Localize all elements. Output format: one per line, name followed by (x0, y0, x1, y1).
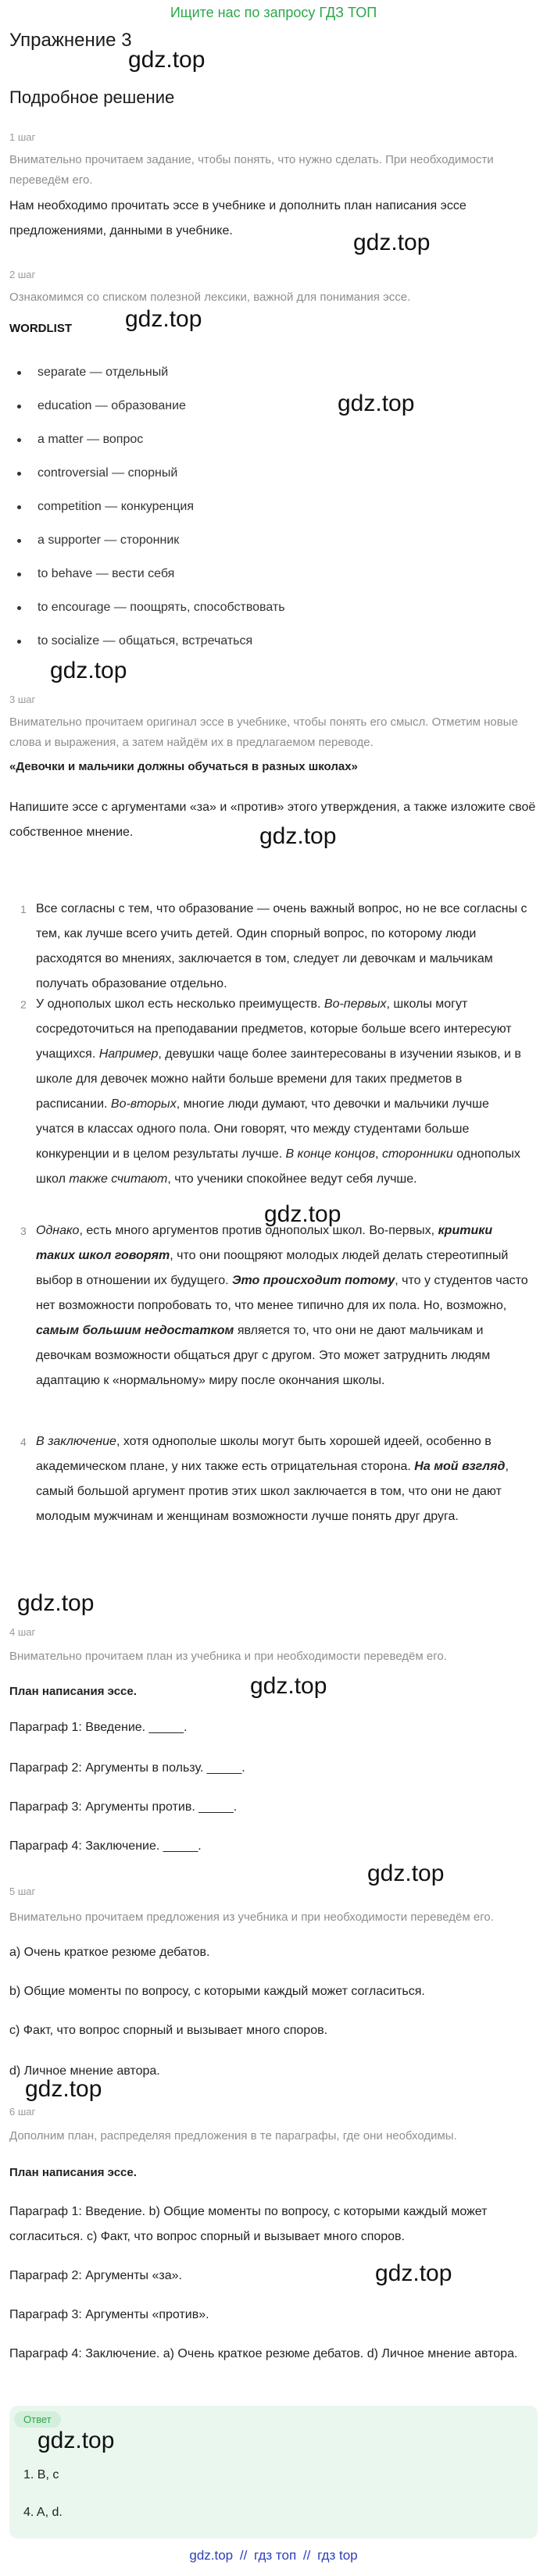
list-item: to behave — вести себя (9, 567, 525, 601)
essay-text-run: Во-первых (324, 997, 387, 1011)
essay-text-run: Во-вторых (110, 1097, 177, 1111)
footer-separator: // (239, 2548, 248, 2563)
step1-instruction: Внимательно прочитаем задание, чтобы понять, что нужно сделать. При необходимости переведём его. (9, 153, 494, 187)
list-item: a matter — вопрос (9, 433, 525, 466)
footer-link[interactable]: гдз топ (254, 2548, 297, 2563)
essay-title: «Девочки и мальчики должны обучаться в разных школах» (9, 760, 358, 773)
step-label-3: 3 шаг (9, 694, 36, 705)
page-title: Упражнение 3 (9, 30, 132, 51)
bullet-icon (17, 606, 21, 610)
footer-link[interactable]: gdz.top (189, 2548, 234, 2563)
essay-text-run: , многие люди думают, что девочки и мальчики лучше учатся в классах одного пола. Они говорят, что между студентами больше конкуренции и в целом результаты лучше. (36, 1097, 489, 1161)
watermark: gdz.top (338, 391, 415, 416)
bullet-icon (17, 371, 21, 375)
list-item: to socialize — общаться, встречаться (9, 634, 525, 668)
bullet-icon (17, 573, 21, 576)
step-label-4: 4 шаг (9, 1626, 36, 1638)
essay-paragraph: 2 У однополых школ есть несколько преимуществ. Во-первых, школы могут сосредоточиться на преподавании предметов, которые больше всего интересуют учащихся. Например, девушки чаще более заинтересованы в изучении языков, и в школе для девочек можно найти больше времени для таких предметов в расписании. Во-вторых, многие люди думают, что девочки и мальчики лучше учатся в классах одного пола. Они говорят, что между студентами больше конкуренции и в целом результаты лучше. В конце концов, сторонники однополых школ также считают, что ученики спокойнее ведут себя лучше. (20, 997, 521, 1186)
essay-text-run: , есть много аргументов против однополых школ. Во-первых, (79, 1224, 438, 1237)
footer-separator: // (302, 2548, 311, 2563)
essay-text-run: сторонники (381, 1147, 453, 1161)
plan-title: План написания эссе. (9, 1685, 137, 1698)
answer-box (9, 2406, 538, 2539)
essay-text-run: У однополых школ есть несколько преимуществ. (36, 997, 324, 1011)
step-label-2: 2 шаг (9, 269, 36, 280)
list-item: separate — отдельный (9, 366, 525, 399)
step5-instruction: Внимательно прочитаем предложения из учебника и при необходимости переведём его. (9, 1911, 494, 1924)
plan-title: План написания эссе. (9, 2166, 137, 2179)
sentence-option: b) Общие моменты по вопросу, с которыми каждый может согласиться. (9, 1985, 425, 1998)
bullet-icon (17, 405, 21, 409)
watermark: gdz.top (353, 230, 431, 255)
essay-paragraph: 4 В заключение, хотя однополые школы могут быть хорошей идеей, особенно в академическом плане, у них также есть отрицательная сторона. На мой взгляд, самый большой аргумент против этих школ заключается в том, что они не дают молодым мужчинам и женщинам возможности лучше понять друг друга. (20, 1435, 509, 1523)
essay-paragraph: 1 Все согласны с тем, что образование — очень важный вопрос, но не все согласны с тем, как лучше всего учить детей. Один спорный вопрос, по которому люди расходятся во мнениях, заключается в том, следует ли девочкам и мальчикам получать образование отдельно. (20, 902, 527, 990)
step4-instruction: Внимательно прочитаем план из учебника и при необходимости переведём его. (9, 1650, 447, 1663)
list-item: a supporter — сторонник (9, 533, 525, 567)
essay-text-run: , девушки чаще более заинтересованы в изучении языков, и в школе для девочек можно найти больше времени для таких предметов в расписании. (36, 1047, 521, 1111)
step3-instruction: Внимательно прочитаем оригинал эссе в учебнике, чтобы понять его смысл. Отметим новые слова и выражения, а затем найдём их в предлагаемом переводе. (9, 715, 518, 749)
essay-text-run: самым большим недостатком (36, 1324, 234, 1337)
watermark: gdz.top (367, 1861, 445, 1886)
watermark: gdz.top (259, 823, 337, 849)
answer-badge: Ответ (14, 2411, 61, 2428)
watermark: gdz.top (128, 47, 206, 73)
essay-intro: Напишите эссе с аргументами «за» и «против» этого утверждения, а также изложите своё собственное мнение. (9, 801, 536, 839)
essay-text-run: Например (98, 1047, 159, 1061)
list-item: controversial — спорный (9, 466, 525, 500)
essay-text-run: , что они поощряют молодых людей делать стереотипный выбор в отношении их будущего. (36, 1249, 509, 1287)
watermark: gdz.top (375, 2260, 452, 2286)
sentence-option: a) Очень краткое резюме дебатов. (9, 1946, 210, 1959)
plan-paragraph-1: Параграф 1: Введение. b) Общие моменты по вопросу, с которыми каждый может согласиться. c) Факт, что вопрос спорный и вызывает много споров. (9, 2205, 488, 2243)
essay-paragraph: 3 Однако, есть много аргументов против однополых школ. Во-первых, критики таких школ говорят, что они поощряют молодых людей делать стереотипный выбор в отношении их будущего. Это происходит потому, что у студентов часто нет возможности попробовать то, что менее типично для их пола. Но, возможно, самым большим недостатком является то, что они не дают мальчикам и девочкам возможности общаться друг с другом. Это может затруднить людям адаптацию к «нормальному» миру после окончания школы. (20, 1224, 528, 1387)
list-item: education — образование (9, 399, 525, 433)
plan-line: Параграф 3: Аргументы против. _____. (9, 1800, 238, 1814)
sentence-option: c) Факт, что вопрос спорный и вызывает много споров. (9, 2024, 328, 2037)
plan-paragraph-2: Параграф 2: Аргументы «за». (9, 2269, 182, 2282)
bullet-icon (17, 539, 21, 543)
essay-text-run: , школы могут сосредоточиться на преподавании предметов, которые больше всего интересуют учащихся. (36, 997, 512, 1061)
footer-link[interactable]: гдз top (317, 2548, 358, 2563)
solution-subtitle: Подробное решение (9, 87, 175, 107)
plan-line: Параграф 4: Заключение. _____. (9, 1839, 202, 1853)
watermark: gdz.top (125, 306, 202, 332)
bullet-icon (17, 438, 21, 442)
essay-text-run: В конце концов (285, 1147, 376, 1161)
search-hint-link[interactable]: Ищите нас по запросу ГДЗ ТОП (170, 5, 377, 20)
essay-text-run: критики таких школ говорят (36, 1224, 493, 1262)
answer-line: 4. A, d. (23, 2506, 63, 2519)
plan-line: Параграф 1: Введение. _____. (9, 1721, 188, 1734)
plan-paragraph-3: Параграф 3: Аргументы «против». (9, 2308, 209, 2321)
sentence-option: d) Личное мнение автора. (9, 2064, 160, 2078)
step6-instruction: Дополним план, распределяя предложения в те параграфы, где они необходимы. (9, 2129, 457, 2143)
footer-links (0, 2548, 547, 2564)
essay-text-run: , хотя однополые школы могут быть хорошей идеей, особенно в академическом плане, у них также есть отрицательная сторона. (36, 1435, 492, 1473)
essay-text-run: , самый большой аргумент против этих школ заключается в том, что они не дают молодым мужчинам и женщинам возможности лучше понять друг друга. (36, 1460, 509, 1523)
essay-text-run: , что у студентов часто нет возможности попробовать то, что менее типично для их пола. Но, возможно, (36, 1274, 528, 1312)
essay-text-run: , что ученики спокойнее ведут себя лучше. (167, 1172, 417, 1186)
step1-text: Нам необходимо прочитать эссе в учебнике и дополнить план написания эссе предложениями, данными в учебнике. (9, 199, 467, 237)
bullet-icon (17, 505, 21, 509)
watermark: gdz.top (25, 2076, 102, 2102)
watermark: gdz.top (38, 2428, 115, 2453)
watermark: gdz.top (250, 1673, 327, 1699)
essay-text-run: Однако (36, 1224, 80, 1237)
plan-line: Параграф 2: Аргументы в пользу. _____. (9, 1761, 245, 1775)
watermark: gdz.top (17, 1590, 95, 1616)
essay-text-run: является то, что они не дают мальчикам и девочкам возможности общаться друг с другом. Это может затруднить людям адаптацию к «нормальному» миру после окончания школы. (36, 1324, 491, 1387)
essay-text-run: , (375, 1147, 382, 1161)
step2-instruction: Ознакомимся со списком полезной лексики, важной для понимания эссе. (9, 291, 411, 304)
essay-text-run: также считают (69, 1172, 168, 1186)
plan-paragraph-4: Параграф 4: Заключение. a) Очень краткое резюме дебатов. d) Личное мнение автора. (9, 2347, 518, 2360)
wordlist (9, 366, 525, 668)
step-label-6: 6 шаг (9, 2106, 36, 2118)
wordlist-title: WORDLIST (9, 322, 72, 335)
essay-text-run: Все согласны с тем, что образование — очень важный вопрос, но не все согласны с тем, как лучше всего учить детей. Один спорный вопрос, по которому люди расходятся во мнениях, заключается в том, следует ли девочкам и мальчикам получать образование отдельно. (36, 902, 527, 990)
bullet-icon (17, 640, 21, 644)
watermark: gdz.top (50, 658, 127, 683)
bullet-icon (17, 472, 21, 476)
list-item: competition — конкуренция (9, 500, 525, 533)
essay-text-run: однополых школ (36, 1147, 520, 1186)
essay-text-run: В заключение (36, 1435, 116, 1448)
step-label-1: 1 шаг (9, 131, 36, 143)
list-item: to encourage — поощрять, способствовать (9, 601, 525, 634)
answer-line: 1. B, c (23, 2468, 59, 2481)
essay-text-run: Это происходит потому (232, 1274, 395, 1287)
step-label-5: 5 шаг (9, 1886, 36, 1897)
watermark: gdz.top (264, 1201, 341, 1227)
essay-text-run: На мой взгляд (414, 1460, 506, 1473)
